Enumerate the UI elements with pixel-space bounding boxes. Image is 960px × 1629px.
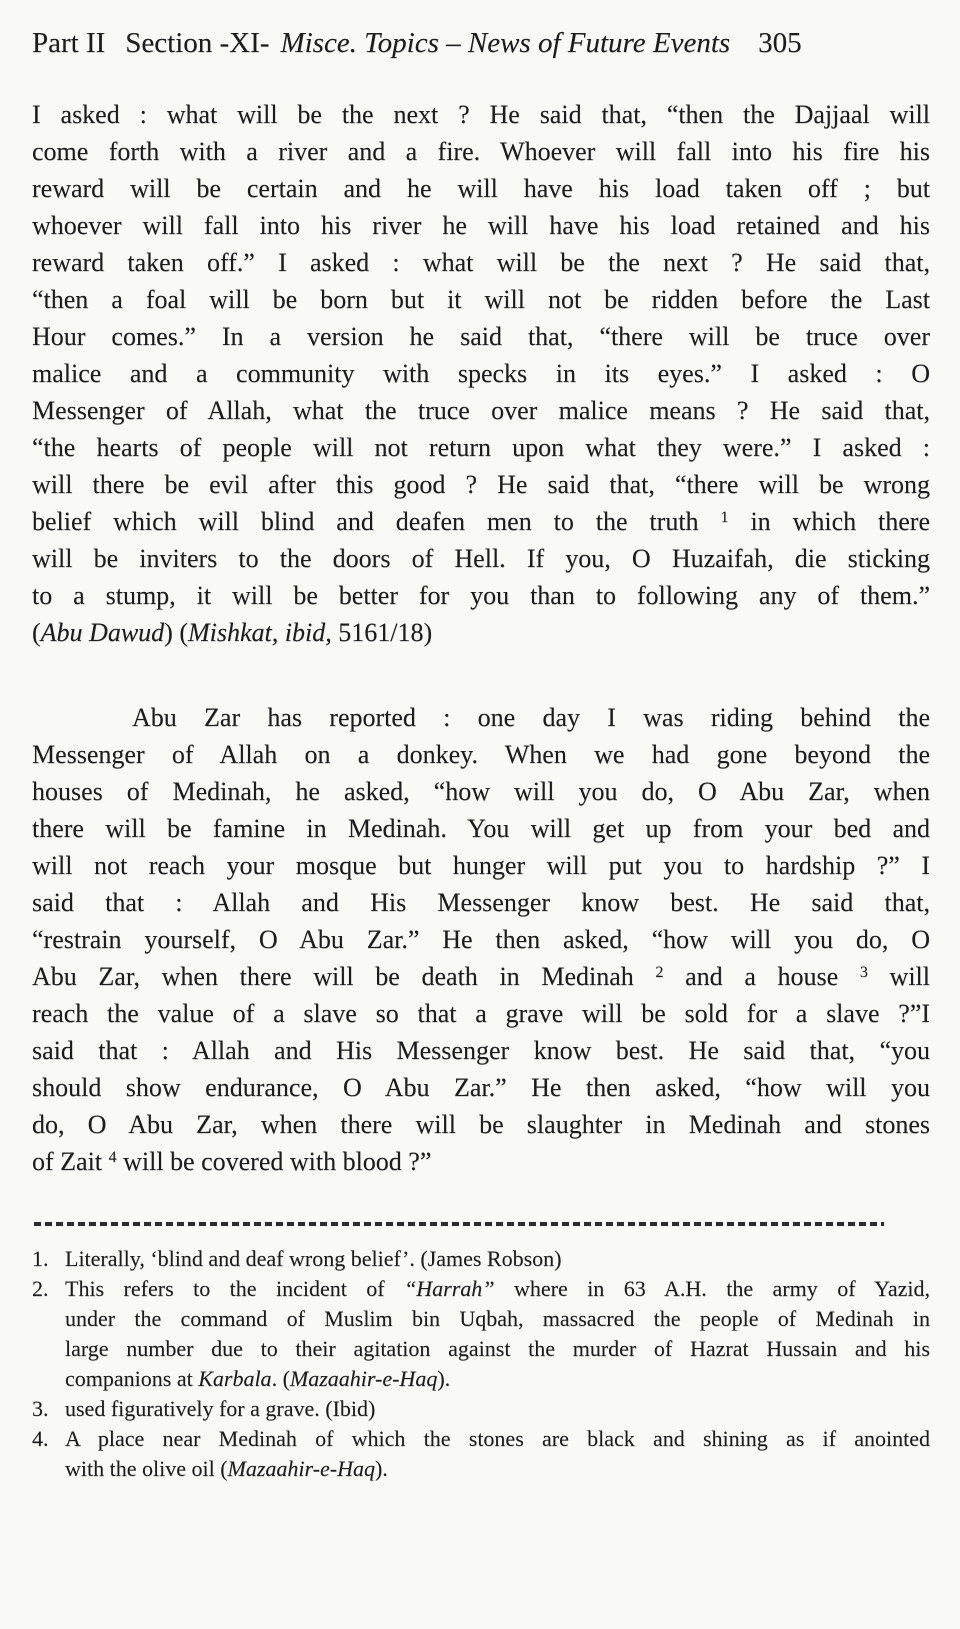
footnote [32, 1244, 930, 1274]
text-line: malice and a community with specks in its eyes.” I asked : O [32, 359, 930, 388]
footnote-text [65, 1394, 930, 1424]
text-line: whoever will fall into his river he will have his load retained and his [32, 211, 930, 240]
footnote [32, 1424, 930, 1484]
text-line: said that : Allah and His Messenger know best. He said that, “you [32, 1036, 930, 1065]
text-line: belief which will blind and deafen men to the truth $^1$ in which there [32, 507, 931, 536]
footnote-text [65, 1244, 930, 1274]
paragraph [32, 96, 930, 651]
italic-text: Mishkat, ibid, [188, 618, 332, 647]
text-line: (Abu Dawud) (Mishkat, ibid, 5161/18) [32, 618, 433, 647]
text-line: Hour comes.” In a version he said that, “there will be truce over [32, 322, 930, 351]
footnote-ref: 1 [720, 508, 729, 526]
text-line: come forth with a river and a fire. Whoever will fall into his fire his [32, 137, 930, 166]
italic-text: Mazaahir-e-Haq [227, 1456, 375, 1481]
footnote-text [65, 1274, 930, 1394]
italic-text: “Harrah” [404, 1276, 495, 1301]
text-line: houses of Medinah, he asked, “how will you do, O Abu Zar, when [32, 777, 930, 806]
footnote-line: under the command of Muslim bin Uqbah, massacred the people of Medinah in [65, 1306, 930, 1331]
footnote [32, 1394, 930, 1424]
footnote-number: 4. [32, 1426, 49, 1451]
text-line: should show endurance, O Abu Zar.” He then asked, “how will you [32, 1073, 930, 1102]
footnote-text [65, 1424, 930, 1484]
text-line: will there be evil after this good ? He said that, “there will be wrong [32, 470, 930, 499]
text-line: said that : Allah and His Messenger know best. He said that, [32, 888, 930, 917]
text-line: “then a foal will be born but it will not be ridden before the Last [32, 285, 930, 314]
text-line: Messenger of Allah, what the truce over malice means ? He said that, [32, 396, 930, 425]
text-line: I asked : what will be the next ? He said that, “then the Dajjaal will [32, 100, 930, 129]
header-section-label: Section -XI- [125, 27, 270, 59]
text-line: will not reach your mosque but hunger will put you to hardship ?” I [32, 851, 930, 880]
italic-text: Mazaahir-e-Haq [289, 1366, 438, 1391]
header-part-label: Part II [32, 27, 106, 59]
footnote-line: used figuratively for a grave. (Ibid) [65, 1396, 376, 1421]
header-chapter-title: Misce. Topics – News of Future Events [280, 27, 731, 59]
text-line: reach the value of a slave so that a grave will be sold for a slave ?”I [32, 999, 930, 1028]
footnote-line: Literally, ‘blind and deaf wrong belief’. (James Robson) [65, 1246, 562, 1271]
text-line: of Zait $^4$ will be covered with blood ?” [32, 1147, 432, 1176]
text-line: Abu Zar, when there will be death in Medinah $^2$ and a house $^3$ will [32, 962, 931, 991]
footnote-line: large number due to their agitation against the murder of Hazrat Hussain and his [65, 1336, 930, 1361]
italic-text: Karbala [198, 1366, 272, 1391]
text-line: “restrain yourself, O Abu Zar.” He then asked, “how will you do, O [32, 925, 930, 954]
text-line: do, O Abu Zar, when there will be slaughter in Medinah and stones [32, 1110, 930, 1139]
paragraph [32, 699, 930, 1180]
footnote-ref: 4 [108, 1148, 117, 1166]
footnote-ref: 2 [655, 963, 664, 981]
text-line: reward will be certain and he will have his load taken off ; but [32, 174, 930, 203]
footnote-number: 2. [32, 1276, 49, 1301]
footnote-line: companions at Karbala. (Mazaahir-e-Haq). [65, 1366, 451, 1391]
text-line: to a stump, it will be better for you than to following any of them.” [32, 581, 930, 610]
text-line: there will be famine in Medinah. You will get up from your bed and [32, 814, 930, 843]
footnote [32, 1274, 930, 1394]
footnote-line: with the olive oil (Mazaahir-e-Haq). [65, 1456, 388, 1481]
text-line: Messenger of Allah on a donkey. When we had gone beyond the [32, 740, 930, 769]
footnote-ref: 3 [859, 963, 868, 981]
footnotes-section [32, 1244, 930, 1484]
footnote-separator-rule [34, 1222, 884, 1226]
footnote-number: 3. [32, 1396, 49, 1421]
running-header [32, 26, 930, 60]
text-line: Abu Zar has reported : one day I was riding behind the [132, 703, 930, 732]
footnote-line: This refers to the incident of “Harrah” where in 63 A.H. the army of Yazid, [65, 1276, 930, 1301]
text-line: “the hearts of people will not return upon what they were.” I asked : [32, 433, 930, 462]
footnote-number: 1. [32, 1246, 49, 1271]
text-line: will be inviters to the doors of Hell. If you, O Huzaifah, die sticking [32, 544, 930, 573]
page-number: 305 [758, 27, 802, 59]
body-text [32, 96, 930, 1180]
text-line: reward taken off.” I asked : what will be the next ? He said that, [32, 248, 930, 277]
italic-text: Abu Dawud [40, 618, 165, 647]
footnote-line: A place near Medinah of which the stones are black and shining as if anointed [65, 1426, 930, 1451]
